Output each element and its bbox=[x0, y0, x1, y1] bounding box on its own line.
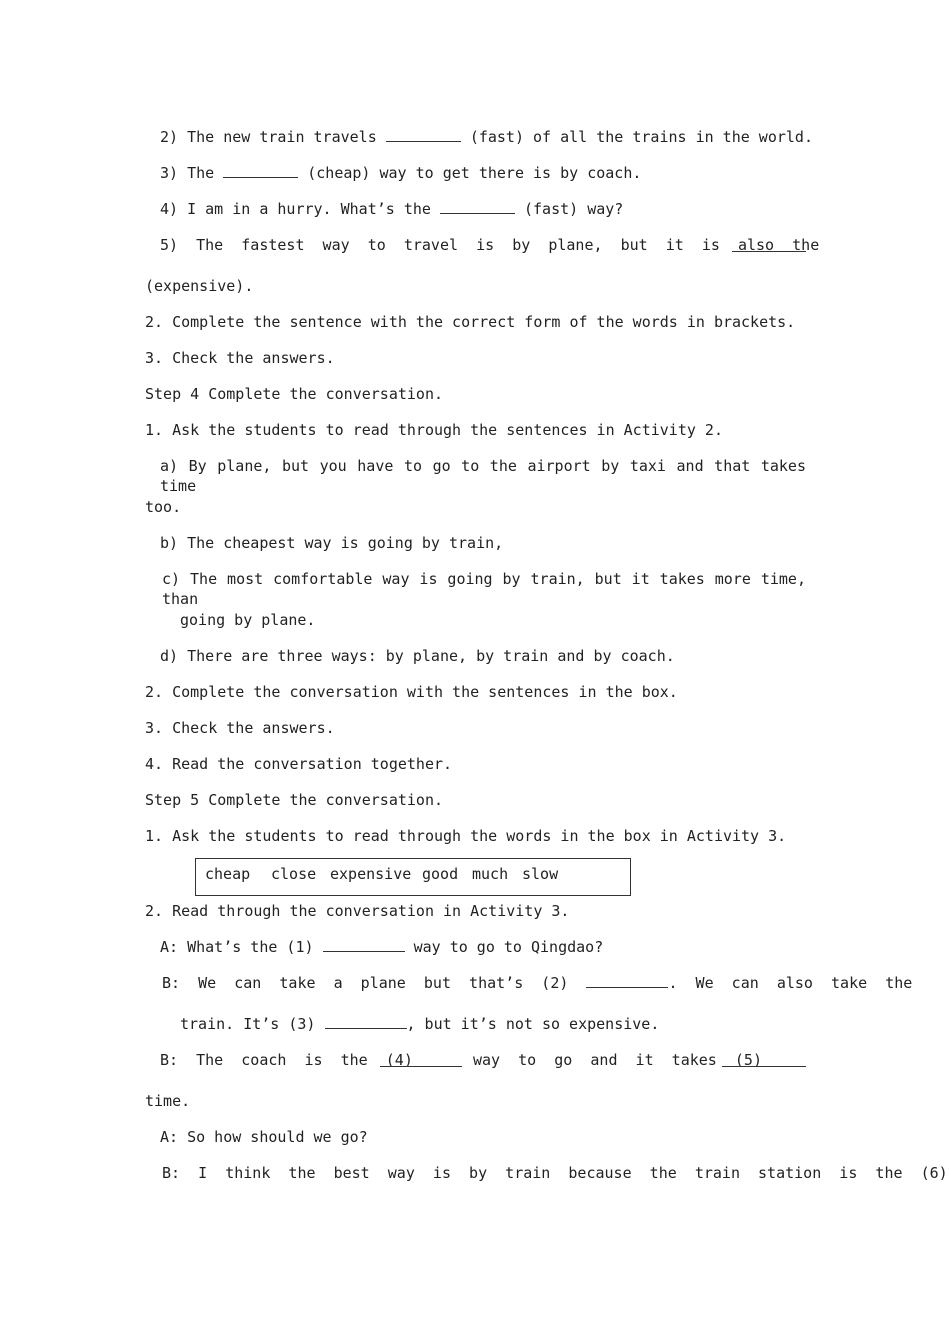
sentence-a: a) By plane, but you have to go to the airport by taxi and that takes time bbox=[160, 457, 806, 495]
dialogue-part: train. It’s (3) bbox=[180, 1015, 316, 1033]
item-number: 2) bbox=[160, 128, 179, 146]
answer-blank[interactable] bbox=[440, 199, 515, 214]
dialogue-part: way to go to Qingdao? bbox=[413, 938, 604, 956]
step4-instruction-1: 1. Ask the students to read through the sentences in Activity 2. bbox=[145, 421, 723, 439]
answer-blank[interactable] bbox=[722, 1052, 806, 1067]
answer-blank[interactable] bbox=[323, 937, 405, 952]
conversation-line-4: A: So how should we go? bbox=[160, 1128, 368, 1146]
step4-instruction-4: 4. Read the conversation together. bbox=[145, 755, 453, 773]
word-box bbox=[195, 858, 631, 896]
word-box-item: slow bbox=[522, 865, 559, 883]
conversation-line-2-cont bbox=[180, 1014, 659, 1034]
conversation-line-5: B: I think the best way is by train because the train station is the (6) bbox=[162, 1164, 948, 1182]
word-box-item: good bbox=[422, 865, 459, 883]
step5-instruction-1: 1. Ask the students to read through the words in the box in Activity 3. bbox=[145, 827, 787, 845]
conversation-line-3-cont: time. bbox=[145, 1092, 191, 1110]
conversation-line-1 bbox=[160, 937, 603, 957]
exercise-item-5 bbox=[160, 235, 819, 255]
answer-blank[interactable] bbox=[325, 1014, 407, 1029]
answer-blank[interactable] bbox=[386, 127, 461, 142]
answer-blank[interactable] bbox=[586, 973, 668, 988]
sentence-c: c) The most comfortable way is going by train, but it takes more time, than bbox=[162, 570, 806, 608]
step4-title: Step 4 Complete the conversation. bbox=[145, 385, 444, 403]
step4-instruction-2: 2. Complete the conversation with the sentences in the box. bbox=[145, 683, 678, 701]
exercise-item-5-cont: (expensive). bbox=[145, 277, 254, 295]
dialogue-part: . We can also take the bbox=[668, 974, 913, 992]
exercise-item-4 bbox=[160, 199, 623, 219]
sentence-part: I am in a hurry. What’s the bbox=[187, 200, 431, 218]
sentence-part: The new train travels bbox=[187, 128, 377, 146]
dialogue-part: B: We can take a plane but that’s (2) bbox=[162, 974, 569, 992]
conversation-line-2 bbox=[162, 973, 912, 993]
word-box-item: much bbox=[472, 865, 509, 883]
conversation-line-3b: way to go and it takes (5) bbox=[473, 1051, 762, 1069]
sentence-part: 5) The fastest way to travel is by plane, but it is also the bbox=[160, 236, 820, 254]
step4-instruction-3: 3. Check the answers. bbox=[145, 719, 335, 737]
item-number: 4) bbox=[160, 200, 179, 218]
item-number: 3) bbox=[160, 164, 179, 182]
instruction-3: 3. Check the answers. bbox=[145, 349, 335, 367]
sentence-part: (cheap) way to get there is by coach. bbox=[307, 164, 642, 182]
dialogue-part: , but it’s not so expensive. bbox=[406, 1015, 660, 1033]
sentence-a-cont: too. bbox=[145, 498, 182, 516]
conversation-line-3 bbox=[160, 1050, 413, 1070]
word-box-item: close bbox=[271, 865, 317, 883]
sentence-b: b) The cheapest way is going by train, bbox=[160, 534, 504, 552]
answer-blank[interactable] bbox=[223, 163, 298, 178]
exercise-item-3 bbox=[160, 163, 641, 183]
dialogue-part: B: The coach is the (4) bbox=[160, 1051, 413, 1069]
exercise-item-2 bbox=[160, 127, 813, 147]
sentence-c-cont: going by plane. bbox=[180, 611, 316, 629]
sentence-part: (fast) of all the trains in the world. bbox=[469, 128, 813, 146]
answer-blank[interactable] bbox=[732, 237, 806, 252]
word-box-item: expensive bbox=[330, 865, 412, 883]
sentence-part: (fast) way? bbox=[524, 200, 624, 218]
sentence-part: The bbox=[187, 164, 215, 182]
answer-blank[interactable] bbox=[380, 1052, 462, 1067]
step5-instruction-2: 2. Read through the conversation in Activity 3. bbox=[145, 902, 570, 920]
dialogue-part: A: What’s the (1) bbox=[160, 938, 314, 956]
instruction-2: 2. Complete the sentence with the correct form of the words in brackets. bbox=[145, 313, 796, 331]
sentence-d: d) There are three ways: by plane, by train and by coach. bbox=[160, 647, 675, 665]
step5-title: Step 5 Complete the conversation. bbox=[145, 791, 444, 809]
word-box-item: cheap bbox=[205, 865, 251, 883]
